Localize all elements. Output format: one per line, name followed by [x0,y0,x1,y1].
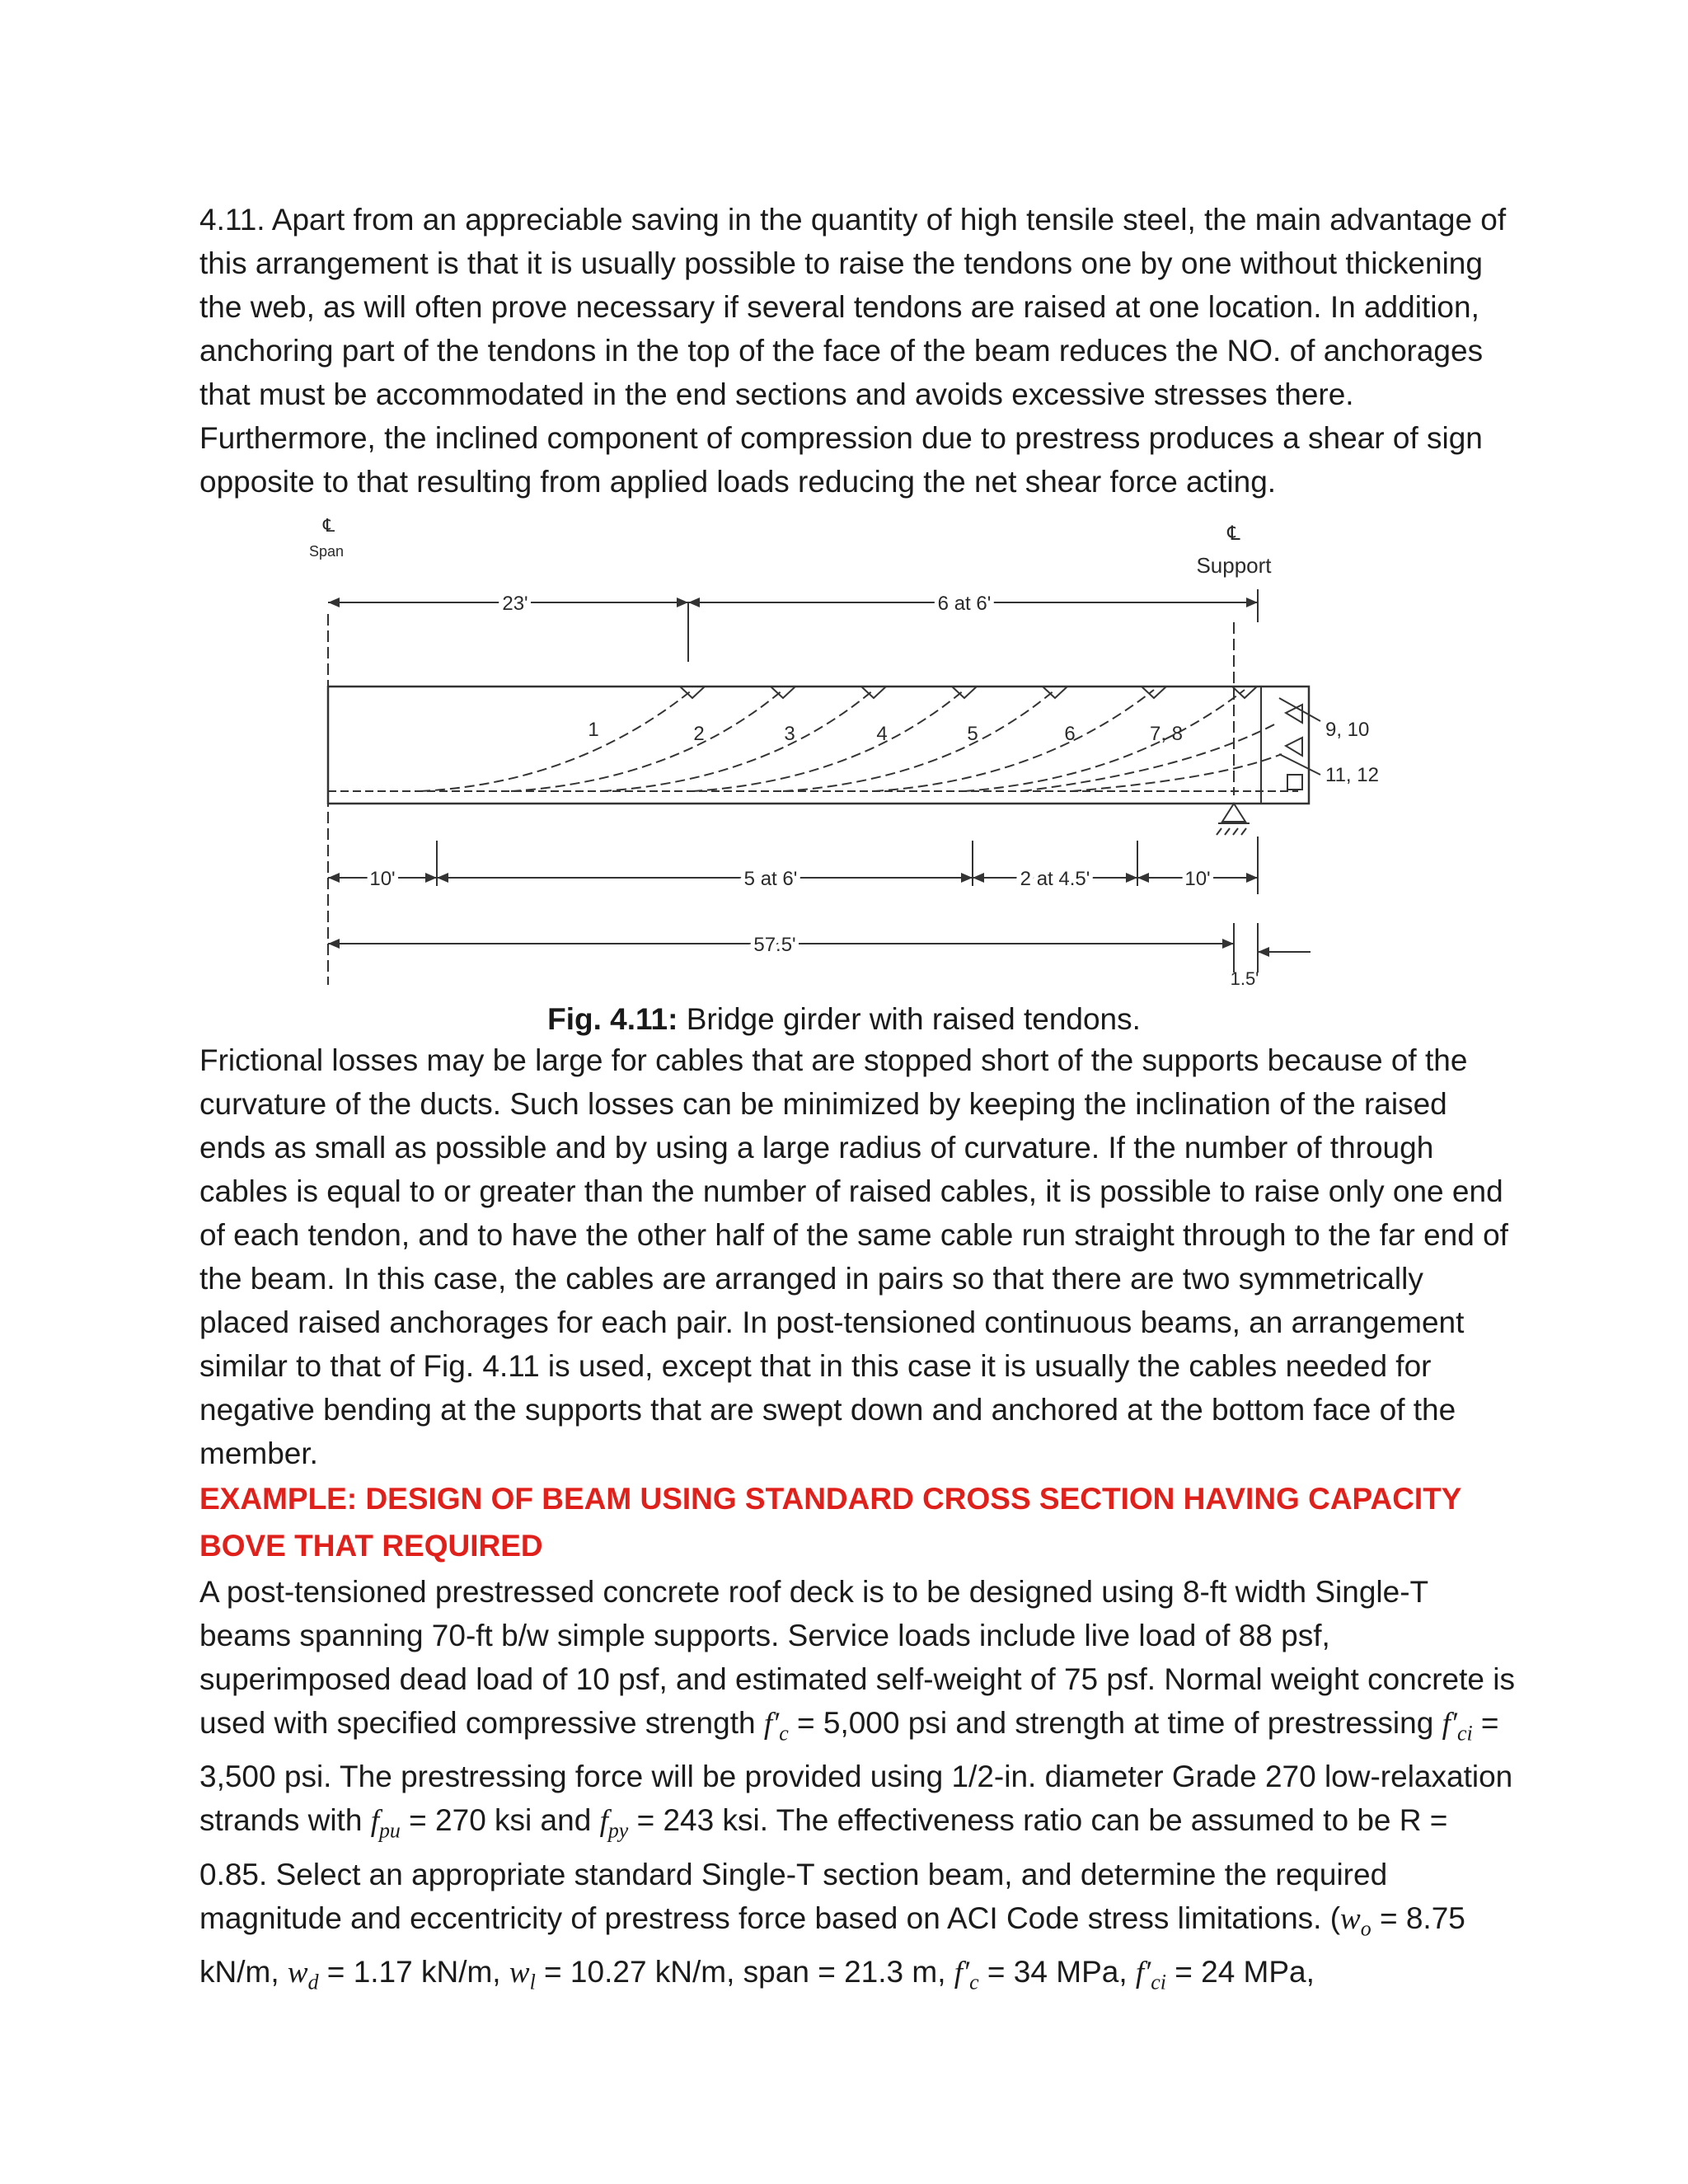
caption-text: Bridge girder with raised tendons. [678,1002,1141,1036]
dim-10a-label: 10' [369,868,396,890]
math-fpy: $f_{py}$ [599,1804,629,1843]
math-wl: $w_l$ [509,1956,536,1994]
girder-diagram [280,507,1379,1030]
tendon-curve-5 [783,690,1055,791]
math-fci2: $f'_{ci}$ [1135,1956,1166,1994]
tendon-label-4: 4 [876,723,888,745]
support-triangle [1222,804,1245,822]
paragraph-frictional-losses: Frictional losses may be large for cables that are stopped short of the supports because of the curvature of the ducts. Such losses can be minimized by keeping the inclination of the raised ends as small as possible and by using a large radius of curvature. If the number of through cables is equal to or greater than the number of raised cables, it is possible to raise only one end of each tendon, and to have the other half of the same cable run straight through to the far end of the beam. In this case, the cables are arranged in pairs so that there are two symmetrically placed raised anchorages for each pair. In post-tensioned continuous beams, an arrangement similar to that of Fig. 4.11 is used, except that in this case it is usually the cables needed for negative bending at the supports that are swept down and anchored at the bottom face of the member. [199,1043,1508,1470]
beam-outline [328,687,1309,804]
tendon-curve-3 [602,690,874,791]
example-heading: EXAMPLE: DESIGN OF BEAM USING STANDARD CROSS SECTION HAVING CAPACITY BOVE THAT REQUIRED [199,1482,1461,1563]
math-fc: $f'_c$ [763,1707,789,1746]
math-wd: $w_d$ [287,1956,319,1994]
tendon-curve-2 [511,690,783,791]
figure-caption [0,999,1688,1040]
math-fpu: $f_{pu}$ [370,1804,401,1843]
paragraph-example: A post-tensioned prestressed concrete roof deck is to be designed using 8-ft width Single-T beams spanning 70-ft b/w simple supports. Service loads include live load of 88 psf, superimposed dead load of 10 psf, and estimated self-weight of 75 psf. Normal weight concrete is used with specified compressive strength $f'_c = 5,000$ psi and strength at time of prestressing $f'_{ci} = 3,500$ psi. The prestressing force will be provided using 1/2-in. diameter Grade 270 low-relaxation strands with $f_{pu} = 270$ ksi and $f_{py} = 243$ ksi. The effectiveness ratio can be assumed to be R = 0.85. Select an appropriate standard Single-T section beam, and determine the required magnitude and eccentricity of prestress force based on ACI Code stress limitations. ($w_o = 8.75$ kN/m, $w_d = 1.17$ kN/m, $w_l = 10.27$ kN/m, span = 21.3 m, $f'_c = 34$ MPa, $f'_{ci} = 24$ MPa, [199,1575,1515,1994]
dim-6at6-label: 6 at 6' [937,593,992,615]
tendon-curve-78 [964,690,1245,791]
tendon-curve-1 [420,690,692,791]
tendon-label-1: 1 [588,719,599,741]
cl-symbol-right: ℄ [1227,523,1240,545]
tendon-curve-6 [874,690,1154,791]
paragraph-intro: 4.11. Apart from an appreciable saving in the quantity of high tensile steel, the main advantage of this arrangement is that it is usually possible to raise the tendons one by one without thickening the web, as will often prove necessary if several tendons are raised at one location. In addition, anchoring part of the tendons in the top of the face of the beam reduces the NO. of anchorages that must be accommodated in the end sections and avoids excessive stresses there. Furthermore, the inclined component of compression due to prestress produces a shear of sign opposite to that resulting from applied loads reducing the net shear force acting. [199,203,1507,499]
dim-overhang-label: 1.5' [1230,968,1259,989]
anchor-910 [1286,705,1302,723]
tendon-label-3: 3 [784,723,795,745]
end-label-upper: 9, 10 [1325,719,1370,741]
end-label-lower: 11, 12 [1325,764,1379,786]
dim-5at6-label: 5 at 6' [743,868,798,890]
dim-10b-label: 10' [1184,868,1211,890]
anchor-1112 [1286,738,1302,756]
figure-bridge-girder [280,507,1379,1030]
tendon-label-5: 5 [967,723,978,745]
anchor-6 [1142,687,1166,698]
dim-total-label: 57.5' [753,934,796,956]
dim-23-label: 23' [502,593,528,615]
dim-2at45-label: 2 at 4.5' [1020,868,1090,890]
math-wo: $w_o$ [1340,1901,1372,1941]
support-label: Support [1196,553,1272,578]
tendon-label-6: 6 [1064,723,1076,745]
tendon-curve-1112 [1071,754,1282,791]
anchor-bottom [1287,775,1302,790]
cl-symbol-left: ℄ [323,515,335,536]
span-label: Span [309,543,345,560]
tendon-label-2: 2 [693,723,705,745]
tendon-label-78: 7, 8 [1149,723,1184,745]
caption-label: Fig. 4.11: [547,1002,678,1036]
tendon-curve-4 [692,690,964,791]
math-fc2: $f'_c$ [954,1956,979,1994]
math-fci: $f'_{ci}$ [1442,1707,1473,1746]
